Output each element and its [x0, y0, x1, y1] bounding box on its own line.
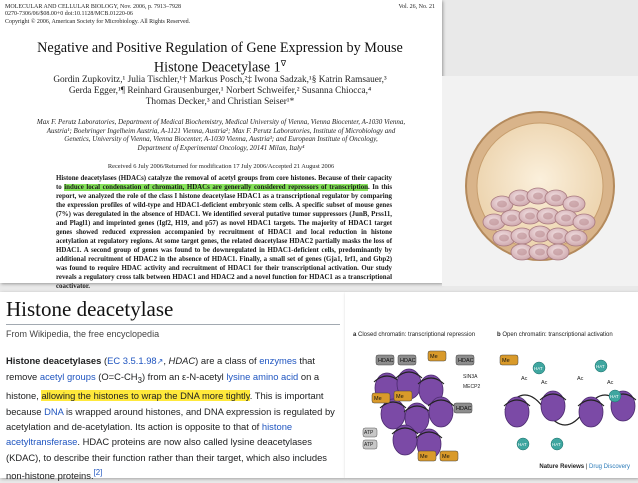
panel-a-letter: a: [353, 332, 357, 338]
me-tag-text: Me: [502, 358, 510, 364]
authors-line-3: Thomas Decker,³ and Christian Seiser¹*: [145, 97, 295, 108]
wiki-text: (O=C-CH: [95, 371, 138, 383]
nucleosome-closed: [381, 399, 405, 429]
copyright-line: Copyright © 2006, American Society for Microbiology. All Rights Reserved.: [5, 18, 191, 25]
cell-nucleus: [553, 233, 563, 240]
wiki-title: Histone deacetylase: [6, 297, 174, 321]
hat-text: HAT: [596, 364, 605, 369]
wiki-text: . HDAC proteins are now also called lysine deacetylases (KDAC), to describe their function rather than their target, which also includes non-histone proteins.: [6, 436, 327, 482]
ac-label: Ac: [541, 380, 548, 386]
dna-link[interactable]: DNA: [44, 405, 64, 417]
external-link-icon: ↗: [156, 357, 164, 366]
wiki-text: . This is important because: [6, 390, 324, 417]
abstract: [56, 174, 392, 291]
journal-header: [5, 4, 435, 26]
ac-label: Ac: [607, 380, 614, 386]
journal-article-page: [0, 0, 442, 290]
me-tag-text: Me: [420, 454, 428, 460]
source-separator: |: [584, 464, 589, 470]
cell-illustration-panel: [442, 76, 638, 286]
volume-label: Vol. 26, No. 21: [398, 4, 435, 10]
authors-line-1: Gordin Zupkovitz,¹ Julia Tischler,¹† Markus Posch,²‡ Iwona Sadzak,¹§ Katrin Ramsauer,³: [53, 75, 387, 85]
wiki-title-rule: [6, 324, 340, 325]
wiki-highlight: allowing the histones to wrap the DNA more tightly: [41, 390, 250, 402]
wiki-text: ,: [163, 355, 169, 366]
authors: [14, 75, 426, 109]
journal-line: MOLECULAR AND CELLULAR BIOLOGY, Nov. 2006, p. 7913–7928: [5, 4, 181, 10]
cell-nucleus: [517, 233, 527, 240]
abstract-highlight: induce local condensation of chromatin, HDACs are generally considered repressors of transcription: [64, 184, 368, 191]
lysine-link[interactable]: lysine: [226, 371, 251, 383]
cell-nucleus: [517, 249, 527, 256]
wiki-text: that remove: [6, 355, 315, 383]
cell-nucleus: [561, 215, 571, 222]
wiki-text: on a histone,: [6, 371, 320, 402]
panel-b-text: Open chromatin: transcriptional activation: [502, 332, 613, 338]
reference-link[interactable]: [2]: [93, 467, 103, 477]
enzymes-link[interactable]: enzymes: [259, 355, 297, 366]
wiki-text: ) from an ε-N-acetyl: [141, 371, 227, 383]
nucleosome-open: [579, 397, 603, 427]
cell-nucleus: [571, 235, 581, 242]
chromatin-diagram: [345, 340, 638, 470]
cell-nucleus: [535, 249, 545, 256]
ac-label: Ac: [577, 376, 584, 382]
cell-nucleus: [551, 195, 561, 202]
cell-nucleus: [553, 249, 563, 256]
figure-source: [539, 464, 630, 470]
hdac-tag-text: HDAC: [456, 406, 472, 412]
cell-nucleus: [489, 219, 499, 226]
authors-line-2: Gerda Egger,¹¶ Reinhard Grausenburger,¹ Norbert Schweifer,² Susanna Chiocca,⁴: [68, 86, 372, 97]
cell-nucleus: [535, 231, 545, 238]
issn-line: 0270-7306/06/$08.00+0 doi:10.1128/MCB.01220-06: [5, 11, 133, 18]
wiki-text: is wrapped around histones, and DNA expression is regulated by acetylation and de-acetylation. Its action is opposite to that of: [6, 405, 335, 433]
abstract-text-start: Histone deacetylases (HDACs) catalyze the removal of acetyl groups from core histones. Because of their capacity to: [56, 175, 392, 191]
affil-line-2: Austria¹; Boehringer Ingelheim Austria, A-1121 Vienna, Austria²; Max F. Perutz Laboratories, Institute of Microbiology and: [46, 126, 396, 135]
panel-b-label: [497, 332, 613, 338]
abstract-text-rest: . In this report, we analyzed the role of the class I histone deacetylase HDAC1 as a transcriptional regulator by comparing the expression profiles of wild-type and HDAC1-deficient embryonic stem cells. A specific subset of mouse genes (7%) was deregulated in the absence of HDAC1. We identified several putative tumor suppressors (JunB, Prss11, and Plagl1) and imprinted genes (Igf2, H19, and p57) as novel HDAC1 targets. The majority of HDAC1 target genes showed reduced expression accompanied by recruitment of HDAC1 and local reduction in histone acetylation at regulatory regions. At some target genes, the related deacetylase HDAC2 partially masks the loss of HDAC1. A second group of genes was found to be downregulated in HDAC1-deficient cells, predominantly by additional recruitment of HDAC2 in the absence of HDAC1. Finally, a small set of genes (Gja1, Irf1, and Gbp2) was found to require HDAC activity and recruitment of HDAC1 for their transcriptional activation. Our study reveals a regulatory cross talk between HDAC1 and HDAC2 and a novel function for HDAC1 as a transcriptional coactivator.: [56, 184, 392, 290]
mecp2-label: MECP2: [463, 384, 481, 390]
wiki-abbrev: HDAC: [168, 355, 196, 366]
amino-acid-link[interactable]: amino acid: [252, 371, 299, 383]
wiki-subtitle: From Wikipedia, the free encyclopedia: [6, 329, 160, 339]
affil-line-3: Genetics, University of Vienna, Vienna Biocenter, A-1030 Vienna, Austria³; and European Institute of Oncology,: [64, 135, 378, 144]
source-journal: Nature Reviews: [539, 464, 585, 470]
hat-text: HAT: [518, 442, 527, 447]
cell-nucleus: [533, 193, 543, 200]
nucleosome-closed: [393, 425, 417, 455]
wiki-subscript: 3: [137, 376, 142, 386]
cell-nucleus: [579, 219, 589, 226]
sin3a-label: SIN3A: [463, 374, 478, 380]
cell-illustration: [442, 76, 638, 286]
cell-nucleus: [543, 213, 553, 220]
ac-label: Ac: [521, 376, 528, 382]
panel-a-text: Closed chromatin: transcriptional repression: [358, 332, 476, 338]
hdac-tag-text: HDAC: [458, 358, 474, 364]
hat-text: HAT: [610, 394, 619, 399]
cell-nucleus: [515, 195, 525, 202]
me-tag-text: Me: [396, 394, 404, 400]
acetyl-groups-link[interactable]: acetyl groups: [39, 371, 96, 383]
wiki-body: [6, 353, 342, 483]
cell-nucleus: [525, 213, 535, 220]
cell-nucleus: [507, 215, 517, 222]
atp-text: ATP: [364, 430, 374, 436]
cell-nucleus: [499, 235, 509, 242]
chromatin-shapes: [363, 351, 636, 461]
atp-text: ATP: [364, 442, 374, 448]
ec-number-link[interactable]: EC 3.5.1.98: [107, 355, 157, 366]
title-line-1: Negative and Positive Regulation of Gene Expression by Mouse: [37, 40, 403, 56]
nucleosome-open: [505, 397, 529, 427]
received-dates: Received 6 July 2006/Returned for modification 17 July 2006/Accepted 21 August 2006: [107, 163, 335, 170]
wiki-term: Histone deacetylases: [6, 355, 102, 366]
nucleosome-open: [541, 391, 565, 421]
panel-b-letter: b: [497, 332, 501, 338]
hat-text: HAT: [552, 442, 561, 447]
me-tag-text: Me: [442, 454, 450, 460]
nucleosome-closed: [429, 397, 453, 427]
source-subjournal: Drug Discovery: [588, 464, 630, 470]
hat-text: HAT: [534, 366, 543, 371]
wikipedia-article: [0, 292, 345, 482]
me-tag-text: Me: [374, 396, 382, 402]
histone-acetyltransferase-link[interactable]: histone acetyltransferase: [6, 421, 293, 448]
me-tag-text: Me: [430, 354, 438, 360]
wiki-text: ) are a class of: [195, 355, 260, 366]
hdac-tag-text: HDAC: [400, 358, 416, 364]
affiliations: [8, 118, 434, 153]
affil-line-4: Department of Experimental Oncology, 20141 Milan, Italy⁴: [137, 144, 305, 153]
hdac-tag-text: HDAC: [378, 358, 394, 364]
title-line-2: Histone Deacetylase 1: [153, 59, 281, 76]
affil-line-1: Max F. Perutz Laboratories, Department of Medical Biochemistry, Medical University of Vienna, Vienna Biocenter, A-1030 Vienna,: [36, 118, 406, 126]
article-title: Negative and Positive Regulation of Gene Expression by Mouse Histone Deacetylase 1∇: [10, 40, 430, 76]
cell-nucleus: [497, 201, 507, 208]
chromatin-figure: [345, 292, 638, 478]
panel-a-label: [353, 332, 475, 338]
wiki-text: (: [101, 355, 108, 366]
cell-nucleus: [569, 201, 579, 208]
